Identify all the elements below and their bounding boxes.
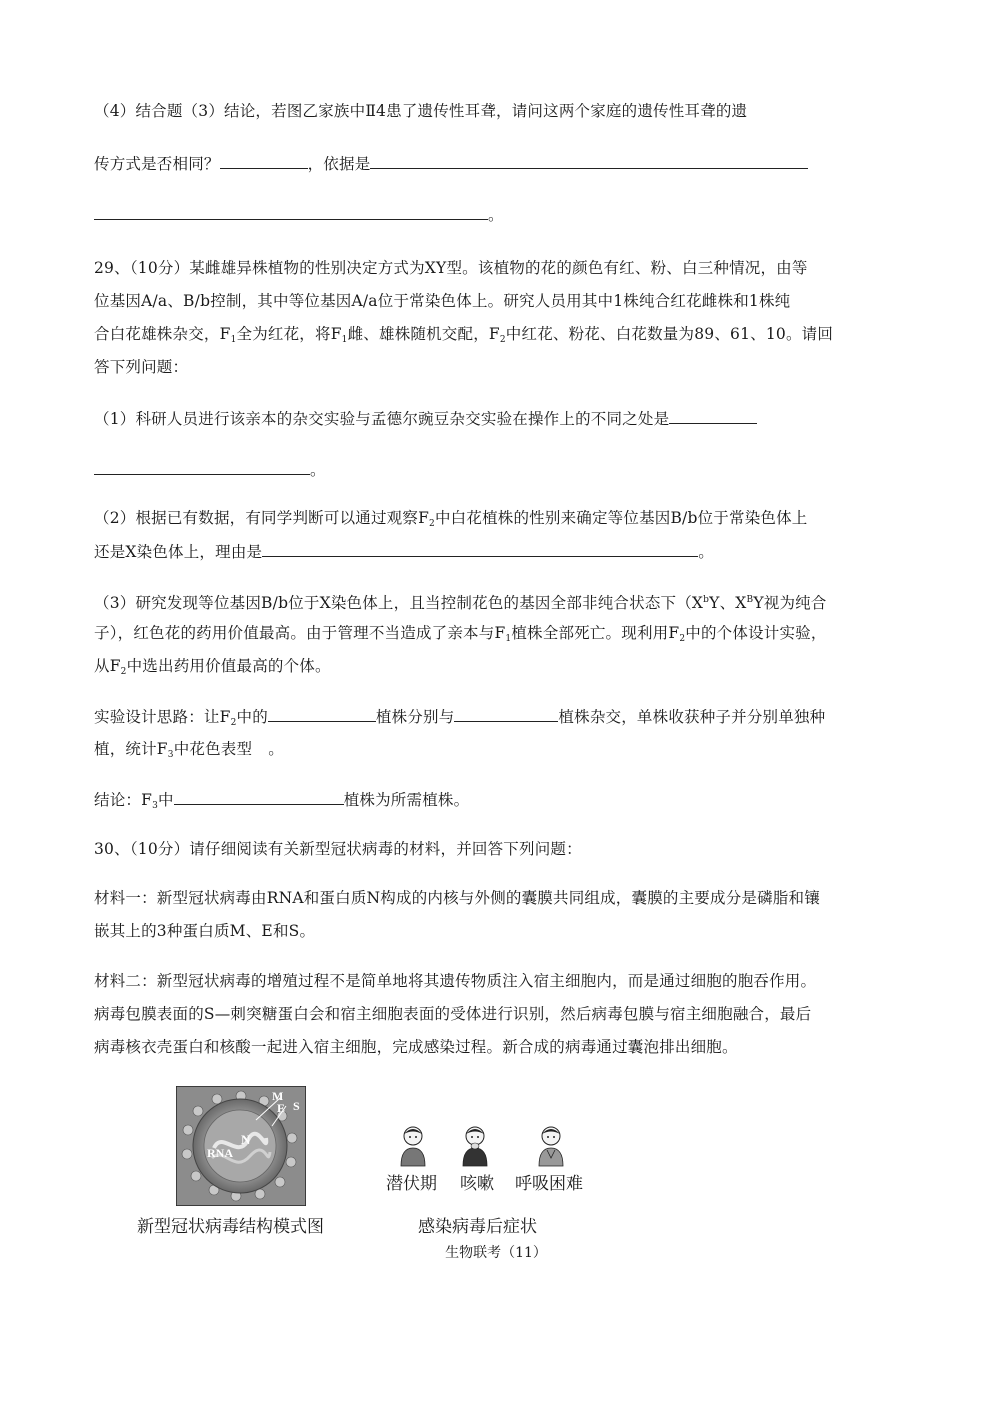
text: 合白花雄株杂交，F <box>94 325 231 343</box>
q28-4-line3 <box>94 204 504 225</box>
symptoms-figure-caption: 感染病毒后症状 <box>418 1217 537 1237</box>
subscript: 2 <box>679 634 686 644</box>
label-E: E <box>277 1101 286 1115</box>
subscript: 1 <box>505 634 512 644</box>
label-RNA: RNA <box>207 1146 233 1160</box>
page-footer: 生物联考（11） <box>445 1245 547 1261</box>
stage-cough: 咳嗽 <box>460 1174 494 1194</box>
answer-blank[interactable] <box>268 706 376 722</box>
q28-4-line2 <box>94 153 808 174</box>
period: 。 <box>268 740 284 758</box>
q28-4-basis-label: ，依据是 <box>307 155 371 173</box>
text: 中的个体设计实验， <box>685 624 827 642</box>
period: 。 <box>488 206 504 224</box>
answer-blank[interactable] <box>94 204 488 220</box>
text: 中红花、粉花、白花数量为89、61、10。请回 <box>505 325 834 343</box>
q28-4-question: 传方式是否相同？ <box>94 155 220 173</box>
q29-part2-line2 <box>94 541 714 562</box>
text: 中的 <box>236 708 268 726</box>
text: 植株全部死亡。现利用F <box>511 624 680 642</box>
superscript: B <box>746 595 754 605</box>
text: （3）研究发现等位基因B/b位于X染色体上，且当控制花色的基因全部非纯合状态下（X <box>94 594 704 612</box>
subscript: 3 <box>152 801 158 811</box>
text: 还是X染色体上，理由是 <box>94 543 263 561</box>
virus-diagram <box>176 1086 306 1206</box>
q29-part3-line3 <box>94 656 331 682</box>
subscript: 2 <box>499 335 506 345</box>
virus-structure-figure <box>176 1086 306 1206</box>
q29-part2-line1 <box>94 508 808 534</box>
text: 实验设计思路：让F <box>94 708 231 726</box>
text: 全为红花，将F <box>236 325 342 343</box>
answer-blank[interactable] <box>262 541 698 557</box>
subscript: 1 <box>341 335 348 345</box>
person-icons <box>393 1124 593 1168</box>
stage-breathing-difficulty: 呼吸困难 <box>515 1174 583 1194</box>
text: 中白花植株的性别来确定等位基因B/b位于常染色体上 <box>434 509 808 527</box>
q30-material2-line1: 材料二：新型冠状病毒的增殖过程不是简单地将其遗传物质注入宿主细胞内，而是通过细胞的胞吞作用。 <box>94 972 817 990</box>
text: Y、X <box>709 594 747 612</box>
q30-material2-line2: 病毒包膜表面的S—刺突糖蛋白会和宿主细胞表面的受体进行识别，然后病毒包膜与宿主细胞融合，最后 <box>94 1005 812 1023</box>
text: 中花色表型 <box>173 740 253 758</box>
period: 。 <box>310 461 326 479</box>
q29-stem-line2: 位基因A/a、B/b控制，其中等位基因A/a位于常染色体上。研究人员用其中1株纯合红花雌株和1株纯 <box>94 292 791 310</box>
answer-blank[interactable] <box>220 153 308 169</box>
q29-design-line2 <box>94 739 284 765</box>
label-N: N <box>241 1132 251 1147</box>
answer-blank[interactable] <box>370 153 808 169</box>
q29-stem-line1: 29、（10分）某雌雄异株植物的性别决定方式为XY型。该植物的花的颜色有红、粉、白三种情况，由等 <box>94 259 808 277</box>
subscript: 2 <box>230 718 237 728</box>
text: 子），红色花的药用价值最高。由于管理不当造成了亲本与F <box>94 624 506 642</box>
text: （2）根据已有数据，有同学判断可以通过观察F <box>94 509 430 527</box>
answer-blank[interactable] <box>454 706 558 722</box>
q30-material1-line1: 材料一：新型冠状病毒由RNA和蛋白质N构成的内核与外侧的囊膜共同组成，囊膜的主要成分是磷脂和镶 <box>94 889 820 907</box>
virus-figure-caption: 新型冠状病毒结构模式图 <box>137 1217 324 1237</box>
subscript: 2 <box>120 667 127 677</box>
text: 结论：F <box>94 791 153 809</box>
subscript: 3 <box>167 750 174 760</box>
answer-blank[interactable] <box>669 408 757 424</box>
period: 。 <box>698 543 714 561</box>
q29-part1-line2 <box>94 459 326 480</box>
q29-part3-line2 <box>94 623 827 649</box>
text: 植株为所需植株。 <box>343 791 470 809</box>
q29-conclusion <box>94 789 469 816</box>
text: 从F <box>94 657 121 675</box>
text: 植株杂交，单株收获种子并分别单独种 <box>558 708 826 726</box>
text: （1）科研人员进行该亲本的杂交实验与孟德尔豌豆杂交实验在操作上的不同之处是 <box>94 410 670 428</box>
text: 雌、雄株随机交配，F <box>347 325 500 343</box>
text: 中 <box>158 791 174 809</box>
symptom-figures <box>393 1124 593 1168</box>
text: 植，统计F <box>94 740 168 758</box>
stage-latent: 潜伏期 <box>386 1174 437 1194</box>
person-breathing-difficulty-icon <box>539 1127 563 1166</box>
text: 植株分别与 <box>375 708 455 726</box>
person-latent-icon <box>401 1127 425 1166</box>
q29-stem-line4: 答下列问题： <box>94 358 189 376</box>
q29-part3-line1 <box>94 590 827 613</box>
label-S: S <box>293 1099 300 1113</box>
answer-blank[interactable] <box>94 459 310 475</box>
q28-4-line1: （4）结合题（3）结论，若图乙家族中Ⅱ4患了遗传性耳聋，请问这两个家庭的遗传性耳聋的遗 <box>94 102 748 120</box>
q29-stem-line3 <box>94 324 833 350</box>
subscript: 2 <box>429 519 435 529</box>
q29-design-line1 <box>94 706 825 733</box>
person-coughing-icon <box>463 1127 487 1166</box>
subscript: 1 <box>230 335 237 345</box>
text: Y视为纯合 <box>753 594 827 612</box>
q30-material1-line2: 嵌其上的3种蛋白质M、E和S。 <box>94 922 316 940</box>
q30-stem: 30、（10分）请仔细阅读有关新型冠状病毒的材料，并回答下列问题： <box>94 840 582 858</box>
q30-material2-line3: 病毒核衣壳蛋白和核酸一起进入宿主细胞，完成感染过程。新合成的病毒通过囊泡排出细胞。 <box>94 1038 738 1056</box>
q29-part1-line1 <box>94 408 757 429</box>
superscript: b <box>703 595 710 605</box>
text: 中选出药用价值最高的个体。 <box>126 657 331 675</box>
answer-blank[interactable] <box>174 789 344 805</box>
label-M: M <box>272 1089 284 1103</box>
